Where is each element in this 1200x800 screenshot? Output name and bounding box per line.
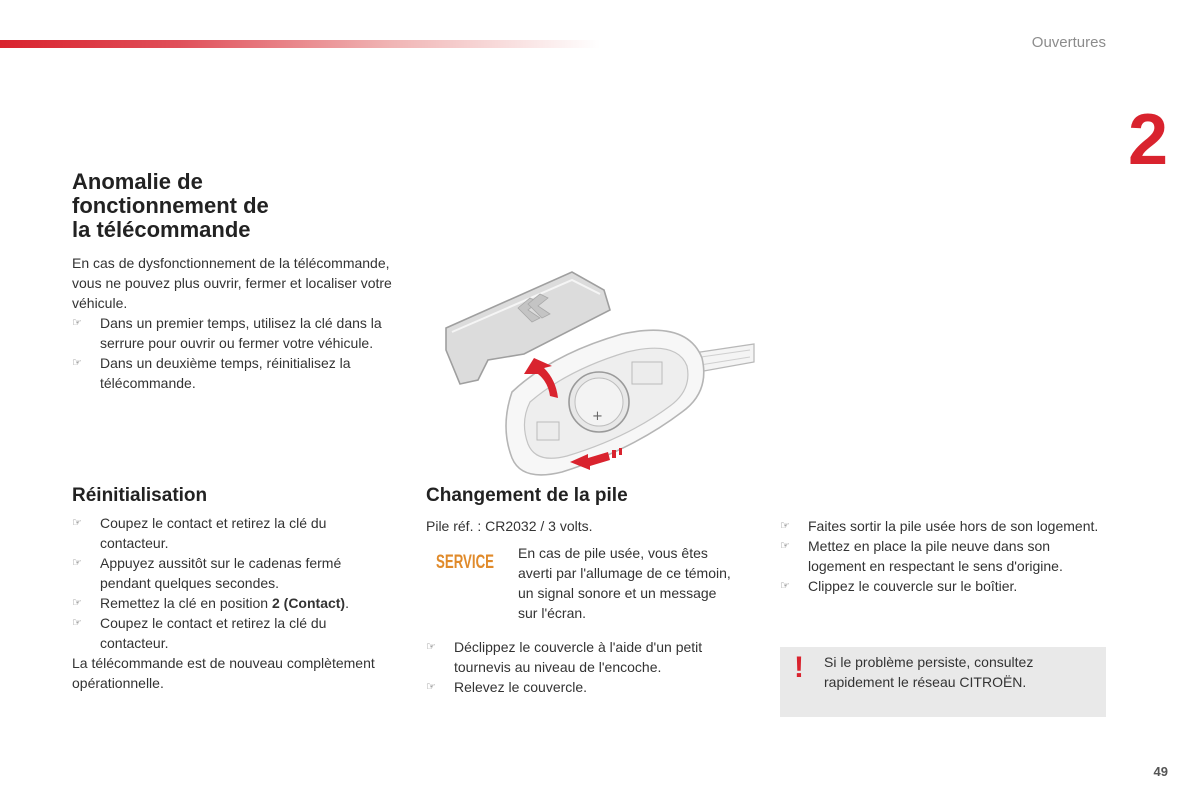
reinit-section bbox=[72, 513, 392, 693]
list-item bbox=[72, 553, 392, 593]
pointing-hand-icon: ☞ bbox=[72, 357, 82, 369]
bullet-text: Relevez le couvercle. bbox=[454, 679, 588, 695]
bullet-text: Clippez le couvercle sur le boîtier. bbox=[808, 578, 1018, 594]
pile-step-list bbox=[426, 637, 746, 697]
svg-text:+: + bbox=[592, 409, 603, 424]
bullet-text: Coupez le contact et retirez la clé du contacteur. bbox=[100, 515, 327, 551]
pointing-hand-icon: ☞ bbox=[72, 317, 82, 329]
page-number: 49 bbox=[1153, 764, 1168, 779]
anomalie-bullet-list bbox=[72, 313, 392, 393]
replacement-step-list bbox=[780, 516, 1110, 596]
pointing-hand-icon: ☞ bbox=[780, 580, 790, 592]
reinit-title: Réinitialisation bbox=[72, 485, 208, 506]
anomalie-title bbox=[72, 170, 332, 242]
pile-steps bbox=[426, 637, 746, 697]
bullet-text-post: . bbox=[345, 595, 349, 611]
list-item bbox=[72, 613, 392, 653]
pointing-hand-icon: ☞ bbox=[426, 681, 436, 693]
bullet-text: Déclippez le couvercle à l'aide d'un petit tournevis au niveau de l'encoche. bbox=[454, 639, 703, 675]
pointing-hand-icon: ☞ bbox=[72, 597, 82, 609]
list-item bbox=[72, 513, 392, 553]
bullet-text: Appuyez aussitôt sur le cadenas fermé pendant quelques secondes. bbox=[100, 555, 342, 591]
bullet-text: Dans un premier temps, utilisez la clé dans la serrure pour ouvrir ou fermer votre véhicule. bbox=[100, 315, 382, 351]
chapter-number: 2 bbox=[1127, 100, 1168, 180]
list-item bbox=[780, 516, 1110, 536]
anomalie-title-line: la télécommande bbox=[72, 217, 251, 242]
pointing-hand-icon: ☞ bbox=[780, 540, 790, 552]
list-item bbox=[780, 536, 1110, 576]
exclamation-icon: ! bbox=[794, 651, 804, 684]
pointing-hand-icon: ☞ bbox=[780, 520, 790, 532]
anomalie-title-line: fonctionnement de bbox=[72, 193, 269, 218]
bullet-text-pre: Remettez la clé en position bbox=[100, 595, 272, 611]
bullet-text: Coupez le contact et retirez la clé du contacteur. bbox=[100, 615, 327, 651]
pointing-hand-icon: ☞ bbox=[72, 617, 82, 629]
header-accent-bar bbox=[0, 40, 600, 48]
reinit-bullet-list bbox=[72, 513, 392, 653]
section-title: Ouvertures bbox=[1031, 34, 1106, 51]
battery-reference: Pile réf. : CR2032 / 3 volts. bbox=[426, 518, 593, 534]
service-label: SERVICE bbox=[436, 552, 494, 573]
list-item bbox=[780, 576, 1110, 596]
anomalie-intro: En cas de dysfonctionnement de la télécommande, vous ne pouvez plus ouvrir, fermer et localiser votre véhicule. bbox=[72, 255, 392, 311]
bullet-text: Faites sortir la pile usée hors de son logement. bbox=[808, 518, 1099, 534]
warning-text: Si le problème persiste, consultez rapidement le réseau CITROËN. bbox=[824, 654, 1034, 690]
pile-title: Changement de la pile bbox=[426, 485, 628, 506]
list-item bbox=[426, 677, 746, 697]
anomalie-title-line: Anomalie de bbox=[72, 169, 203, 194]
list-item bbox=[72, 313, 392, 353]
service-warning-icon bbox=[434, 549, 496, 573]
pointing-hand-icon: ☞ bbox=[426, 641, 436, 653]
list-item bbox=[72, 353, 392, 393]
service-explanation: En cas de pile usée, vous êtes averti par l'allumage de ce témoin, un signal sonore et un message sur l'écran. bbox=[518, 545, 731, 621]
list-item bbox=[72, 593, 392, 613]
battery-replacement-steps bbox=[780, 516, 1110, 596]
reinit-conclusion: La télécommande est de nouveau complètement opérationnelle. bbox=[72, 655, 375, 691]
anomalie-section bbox=[72, 253, 392, 393]
bullet-text-bold: 2 (Contact) bbox=[271, 595, 346, 611]
remote-key-illustration bbox=[432, 262, 754, 478]
warning-box bbox=[780, 647, 1106, 717]
bullet-text: Dans un deuxième temps, réinitialisez la télécommande. bbox=[100, 355, 351, 391]
bullet-text: Mettez en place la pile neuve dans son logement en respectant le sens d'origine. bbox=[808, 538, 1063, 574]
pointing-hand-icon: ☞ bbox=[72, 557, 82, 569]
pointing-hand-icon: ☞ bbox=[72, 517, 82, 529]
list-item bbox=[426, 637, 746, 677]
